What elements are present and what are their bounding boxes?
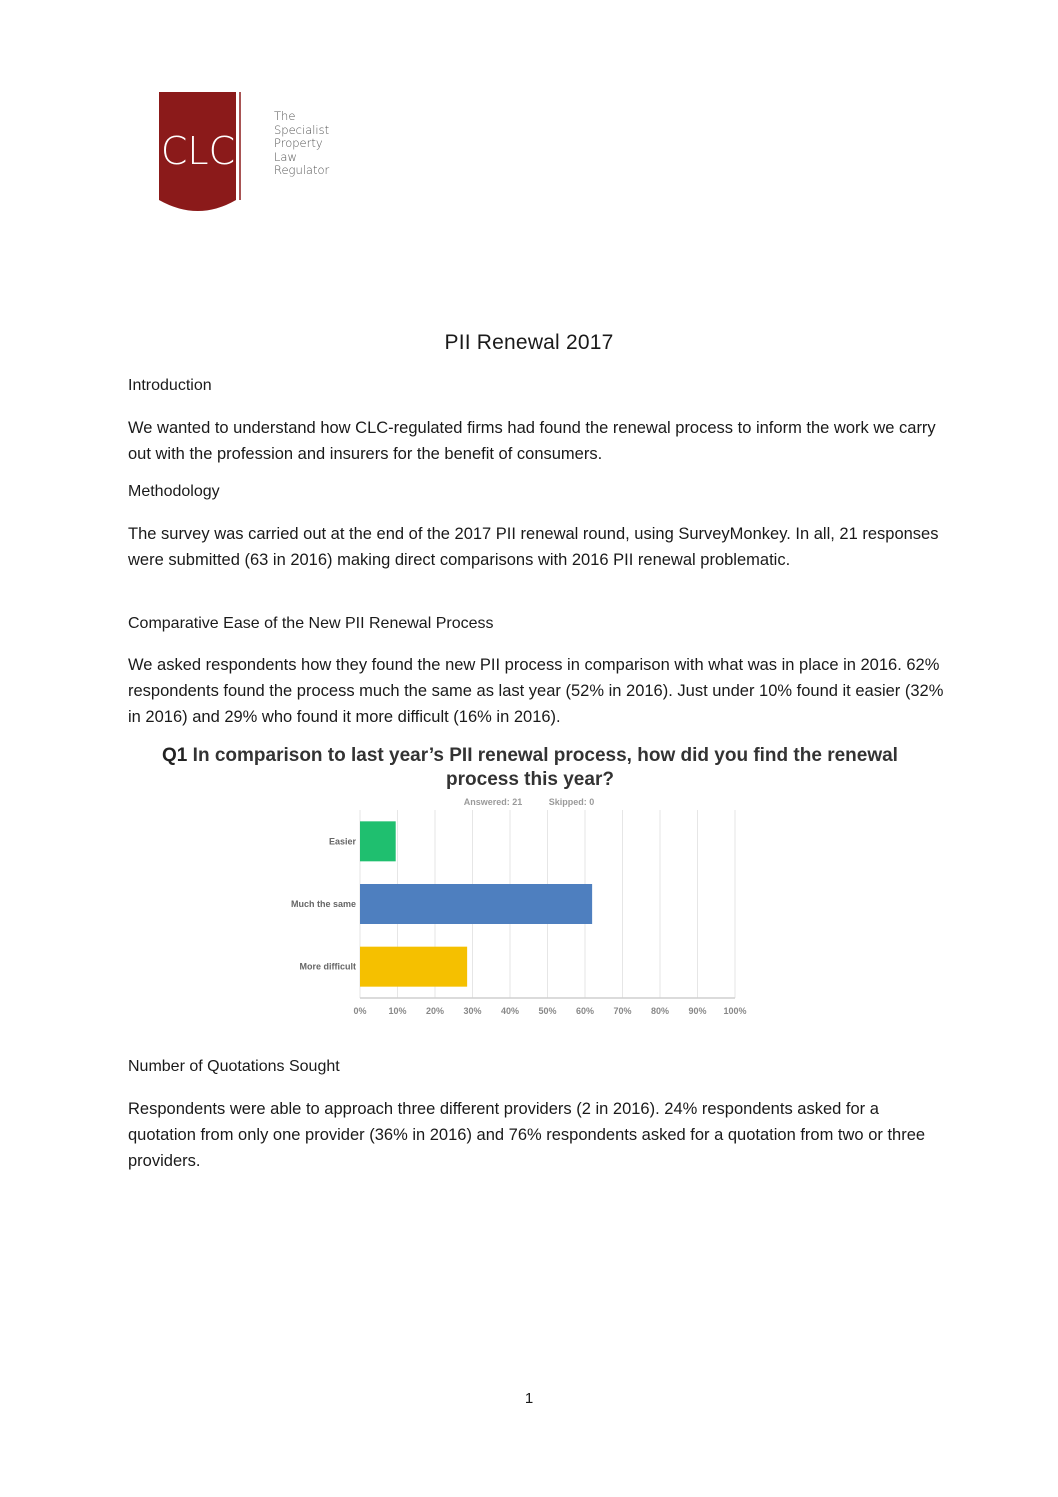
chart-meta xyxy=(0,797,1058,807)
quotes-heading: Number of Quotations Sought xyxy=(128,1058,340,1075)
bar xyxy=(360,947,467,987)
x-tick-label: 40% xyxy=(500,1006,520,1016)
method-heading: Methodology xyxy=(128,483,220,500)
ease-text: We asked respondents how they found the new PII process in comparison with what was in place in 2016. 62% respondents found the process much the same as last year (52% in 2016). Just under 10% found it easier (32% in 2016) and 29% who found it more difficult (16% in 2016). xyxy=(128,656,944,726)
x-tick-label: 80% xyxy=(650,1006,670,1016)
quotes-text: Respondents were able to approach three different providers (2 in 2016). 24% respondents asked for a quotation from only one provider (36% in 2016) and 76% respondents asked for a quotation from two or three providers. xyxy=(128,1100,926,1170)
x-tick-label: 90% xyxy=(688,1006,707,1016)
bar-chart xyxy=(280,808,750,1023)
clc-shield-icon xyxy=(158,92,270,222)
x-tick-label: 20% xyxy=(425,1006,445,1016)
page-number: 1 xyxy=(524,1390,534,1407)
y-category-label: Easier xyxy=(328,836,356,847)
intro-text: We wanted to understand how CLC-regulated firms had found the renewal process to inform the work we carry out with the profession and insurers for the benefit of consumers. xyxy=(128,419,936,463)
logo-tagline: The Specialist Property Law Regulator xyxy=(274,109,330,177)
chart-question-number: Q1 xyxy=(162,745,188,766)
x-tick-label: 60% xyxy=(575,1006,595,1016)
bar xyxy=(360,821,396,861)
x-tick-label: 50% xyxy=(538,1006,557,1016)
ease-heading: Comparative Ease of the New PII Renewal Process xyxy=(128,615,494,632)
method-text: The survey was carried out at the end of the 2017 PII renewal round, using SurveyMonkey. In all, 21 responses were submitted (63 in 2016) making direct comparisons with 2016 PII renewal problematic. xyxy=(128,525,939,569)
chart-question-text: In comparison to last year’s PII renewal process, how did you find the renewal process this year? xyxy=(192,745,898,790)
bar xyxy=(360,884,592,924)
y-category-label: Much the same xyxy=(290,899,356,909)
y-category-label: More difficult xyxy=(299,961,356,972)
intro-heading: Introduction xyxy=(128,377,212,394)
x-tick-label: 30% xyxy=(463,1006,482,1016)
page-title: PII Renewal 2017 xyxy=(444,331,614,354)
clc-logo xyxy=(158,92,348,222)
answered-count: Answered: 21 xyxy=(463,797,523,807)
x-tick-label: 0% xyxy=(353,1006,367,1016)
logo-mark: CLC xyxy=(160,129,236,173)
x-tick-label: 10% xyxy=(388,1006,407,1016)
x-tick-label: 100% xyxy=(723,1006,747,1016)
chart-title xyxy=(130,744,930,792)
skipped-count: Skipped: 0 xyxy=(548,797,595,807)
x-tick-label: 70% xyxy=(613,1006,632,1016)
